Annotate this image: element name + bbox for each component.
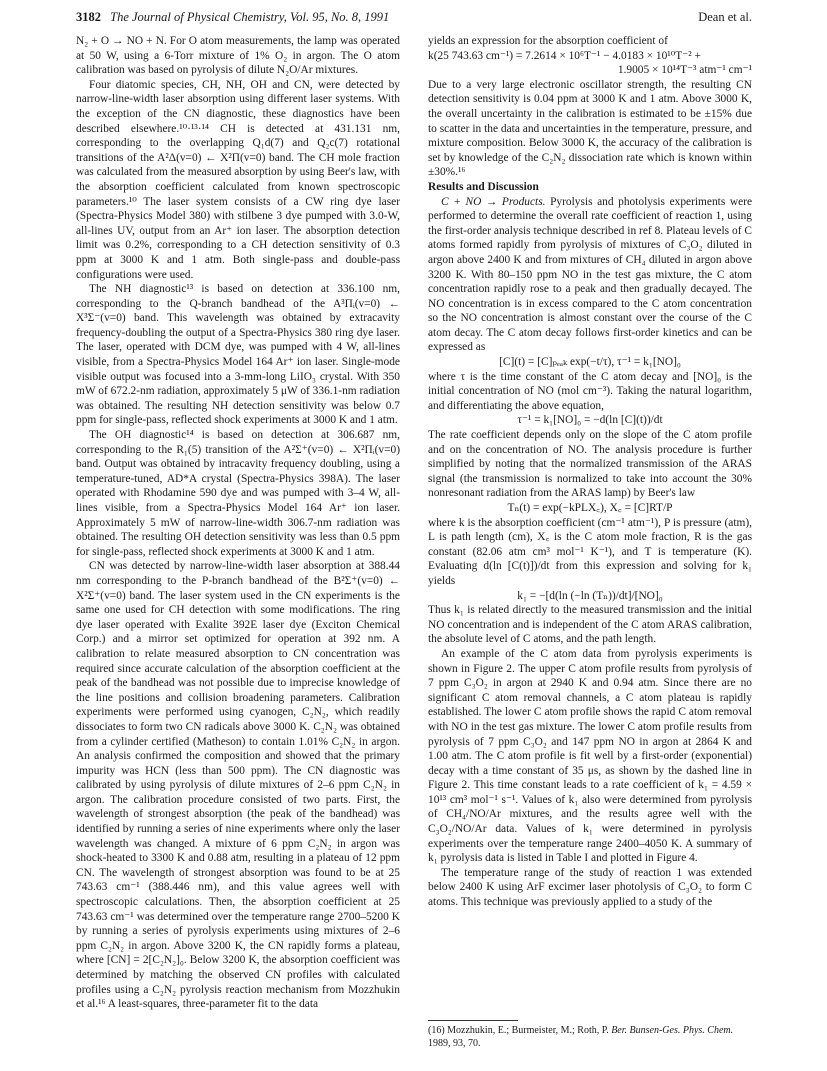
footnote [428, 1025, 752, 1050]
paragraph [428, 195, 752, 356]
paragraph: where τ is the time constant of the C atom decay and [NO]₀ is the initial concentration of NO (mol cm⁻³). Taking the natural logarithm, and differentiating the above equation, [428, 370, 752, 412]
paragraph: The temperature range of the study of reaction 1 was extended below 2400 K using ArF excimer laser photolysis of C₃O₂ to form C atoms. This technique was previously applied to a study of the [428, 866, 752, 909]
left-column [76, 34, 400, 1012]
run-in-heading: C + NO → Products. [441, 195, 546, 208]
footnote-text: (16) Mozzhukin, E.; Burmeister, M.; Roth, P. [428, 1025, 612, 1036]
equation-absorption-coefficient-cont: 1.9005 × 10¹⁴T⁻³ atm⁻¹ cm⁻¹ [617, 64, 752, 77]
paragraph: An example of the C atom data from pyrolysis experiments is shown in Figure 2. The upper C atom profile results from pyrolysis of 7 ppm C₃O₂ in argon at 2940 K and 0.94 atm. Since there are no significant C atom removal channels, a C atom plateau is rapidly established. The lower C atom profile shows the rapid C atom removal with NO in the test gas mixture. The lower C atom profile results from pyrolysis of 7 ppm C₃O₂ and 147 ppm NO in argon at 2864 K and 1.00 atm. The C atom profile is fit well by a first-order (exponential) decay with a time constant of 35 μs, as shown by the dashed line in Figure 2. This time constant leads to a rate coefficient of k₁ = 4.59 × 10¹³ cm³ mol⁻¹ s⁻¹. Values of k₁ also were determined from pyrolysis of CH₄/NO/Ar mixtures, and the results agree well with the C₃O₂/NO/Ar data. Values of k₁ were determined in pyrolysis experiments over the temperature range 2400–4050 K. A summary of k₁ pyrolysis data is listed in Table I and plotted in Figure 4. [428, 647, 752, 865]
equation-transmission: Tₙ(t) = exp(−kPLX꜀), X꜀ = [C]RT/P [507, 502, 673, 514]
paragraph: Due to a very large electronic oscillator strength, the resulting CN detection sensitivity is 0.04 ppm at 3000 K and 1 atm. Above 3000 K, the overall uncertainty in the calibration is estimated to be ±15% due to scatter in the data and uncertainties in the temperature, pressure, and mixture composition. Below 3000 K, the accuracy of the calibration is set by knowledge of the C₂N₂ dissociation rate which is known within ±30%.¹⁶ [428, 78, 752, 179]
paragraph: CN was detected by narrow-line-width laser absorption at 388.44 nm corresponding to the P-branch bandhead of the B²Σ⁺(v=0) ← X²Σ⁺(v=0) band. The laser system used in the CN experiments is the same one used for CH detection with some modifications. The ring dye laser operated with Exalite 392E laser dye (Exciton Chemical Corp.) and a mirror set optimized for operation at 392 nm. A calibration to relate measured absorption to CN concentration was required since accurate calculation of the absorption coefficient at the peak of the bandhead was not possible due to imprecise knowledge of the line positions and collision broadening parameters. Calibration experiments were performed using cyanogen, C₂N₂, which readily dissociates to form two CN radicals above 3000 K. C₂N₂ was obtained from a cylinder certified (Matheson) to contain 1.01% C₂N₂ in argon. An analysis confirmed the composition and showed that the primary impurity was HCN (less than 500 ppm). The CN diagnostic was calibrated by using pyrolysis of dilute mixtures of 2–6 ppm C₂N₂ in argon. The calibration procedure consisted of two parts. First, the wavelength of strongest absorption (the peak of the bandhead) was identified by running a series of nine experiments where only the laser wavelength was changed. A mixture of 6 ppm C₂N₂ in argon was shock-heated to 3300 K and 0.88 atm, resulting in a plateau of 12 ppm CN. The wavelength of strongest absorption was found to be at 25 743.63 cm⁻¹ (388.446 nm), and this value agrees well with spectroscopic calculations. Then, the absorption coefficient at 25 743.63 cm⁻¹ was determined over the temperature range 2700–5200 K by running a series of pyrolysis experiments using mixtures of 2–6 ppm C₂N₂ in argon. Above 3200 K, the CN rapidly forms a plateau, where [CN] = 2[C₂N₂]₀. Below 3200 K, the absorption coefficient was determined by matching the observed CN profiles with calculated profiles using a C₂N₂ pyrolysis reaction mechanism from Mozzhukin et al.¹⁶ A least-squares, three-parameter fit to the data [76, 560, 400, 1011]
paragraph: yields an expression for the absorption coefficient of [428, 35, 668, 47]
header-left [76, 10, 389, 25]
paragraph: where k is the absorption coefficient (cm⁻¹ atm⁻¹), P is pressure (atm), L is path length (cm), X꜀ is the C atom mole fraction, R is the gas constant (82.06 atm cm³ mol⁻¹ K⁻¹), and T is temperature (K). Evaluating d(ln [C(t)])/dt from this expression and solving for k₁ yields [428, 516, 752, 587]
equation-rate: τ⁻¹ = k₁[NO]₀ = −d(ln [C](t))/dt [517, 414, 663, 427]
section-heading: Results and Discussion [428, 180, 539, 193]
footnote-text-end: 1989, 93, 70. [428, 1037, 481, 1049]
header-authors: Dean et al. [698, 10, 752, 24]
paragraph: The OH diagnostic¹⁴ is based on detection at 306.687 nm, corresponding to the R₁(5) transition of the A²Σ⁺(v=0) ← X²Πᵢ(v=0) band. Output was obtained by intracavity frequency doubling, using a temperature-tuned, AD*A crystal (Spectra-Physics 398A). The laser operated with Rhodamine 590 dye and was pumped with 3–4 W, all-lines visible, from a Spectra-Physics Model 164 Ar⁺ ion laser. Approximately 5 mW of narrow-line-width 306.7-nm radiation was obtained. The resulting OH detection sensitivity was less than 0.5 ppm for single-pass, reflected shock experiments at 3000 K and 1 atm. [76, 429, 400, 558]
paragraph: Thus k₁ is related directly to the measured transmission and the initial NO concentration and is independent of the C atom ARAS calibration, the absolute level of C atoms, and the path length. [428, 604, 752, 646]
paragraph: N₂ + O → NO + N. For O atom measurements, the lamp was operated at 50 W, using a 6-Torr mixture of 1% O₂ in argon. The O atom calibration was based on pyrolysis of dilute N₂O/Ar mixtures. [76, 35, 400, 77]
equation-k1: k₁ = −[d(ln (−ln (Tₙ))/dt]/[NO]₀ [517, 589, 663, 602]
running-header [76, 10, 752, 30]
equation-absorption-coefficient: k(25 743.63 cm⁻¹) = 7.2614 × 10⁶T⁻¹ − 4.0183 × 10¹⁰T⁻² + [428, 49, 701, 62]
paragraph: The rate coefficient depends only on the slope of the C atom profile and on the concentration of NO. The analysis procedure is further simplified by noting that the normalized transmission of the ARAS signal (the transmission is normalized to take into account the 30% nonresonant radiation from the ARAS lamp) by Beer's law [428, 429, 752, 500]
paragraph: The NH diagnostic¹³ is based on detection at 336.100 nm, corresponding to the Q-branch bandhead of the A³Πᵢ(v=0) ← X³Σ⁻(v=0) band. This wavelength was obtained by extracavity frequency-doubling the output of a Spectra-Physics 380 ring dye laser. The laser, operated with DCM dye, was pumped with 4 W, all-lines visible, from a Spectra-Physics Model 164 Ar⁺ ion laser. Single-mode visible output was focused into a 3-mm-long LiIO₃ crystal. With 350 mW of 672.2-nm radiation, approximately 5 μW of 336.1-nm radiation was obtained. The resulting NH detection sensitivity was below 0.7 ppm for single-pass, reflected shock experiments at 3000 K and 1 atm. [76, 283, 400, 427]
paragraph: Four diatomic species, CH, NH, OH and CN, were detected by narrow-line-width laser absorption using different laser systems. With the exception of the CN diagnostic, these diagnostics have been described elsewhere.¹⁰·¹³·¹⁴ CH is detected at 431.131 nm, corresponding to the overlapping Q₁d(7) and Q₂c(7) rotational transitions of the A²Δ(v=0) ← X²Π(v=0) band. The CH mole fraction was calculated from the measured absorption by using Beer's law, with the absorption coefficient calculated from known spectroscopic parameters.¹⁰ The laser system consists of a CW ring dye laser (Spectra-Physics Model 380) with stilbene 3 dye pumped with 3.0-W, all-lines UV, output from an Ar⁺ ion laser. The absorption detection limit was 0.2%, corresponding to a CH detection sensitivity of 0.3 ppm at 3000 K and 1 atm. Both single-pass and double-pass configurations were used. [76, 78, 400, 281]
journal-citation: The Journal of Physical Chemistry, Vol. 95, No. 8, 1991 [110, 10, 390, 24]
right-column [428, 34, 752, 910]
paragraph-text: Pyrolysis and photolysis experiments were performed to determine the overall rate coefficient of reaction 1, using the first-order analysis technique described in ref 8. Plateau levels of C atoms formed rapidly from pyrolysis of mixtures of C₃O₂ diluted in argon above 2400 K and from mixtures of CH₄ diluted in argon above 3200 K. With 80–150 ppm NO in the test gas mixture, the C atom concentration rapidly rose to a peak and then gradually decayed. The NO concentration is in excess compared to the C atom concentration so the NO concentration is almost constant over the course of the C atom decay. The C atom decay follows first-order kinetics and can be expressed as [428, 195, 752, 354]
footnote-divider [428, 1020, 518, 1021]
footnote-journal: Ber. Bunsen-Ges. Phys. Chem. [611, 1025, 734, 1036]
equation-decay: [C](t) = [C]ₚₑₐₖ exp(−t/τ), τ⁻¹ = k₁[NO]₀ [499, 356, 681, 369]
page-number: 3182 [76, 10, 101, 24]
